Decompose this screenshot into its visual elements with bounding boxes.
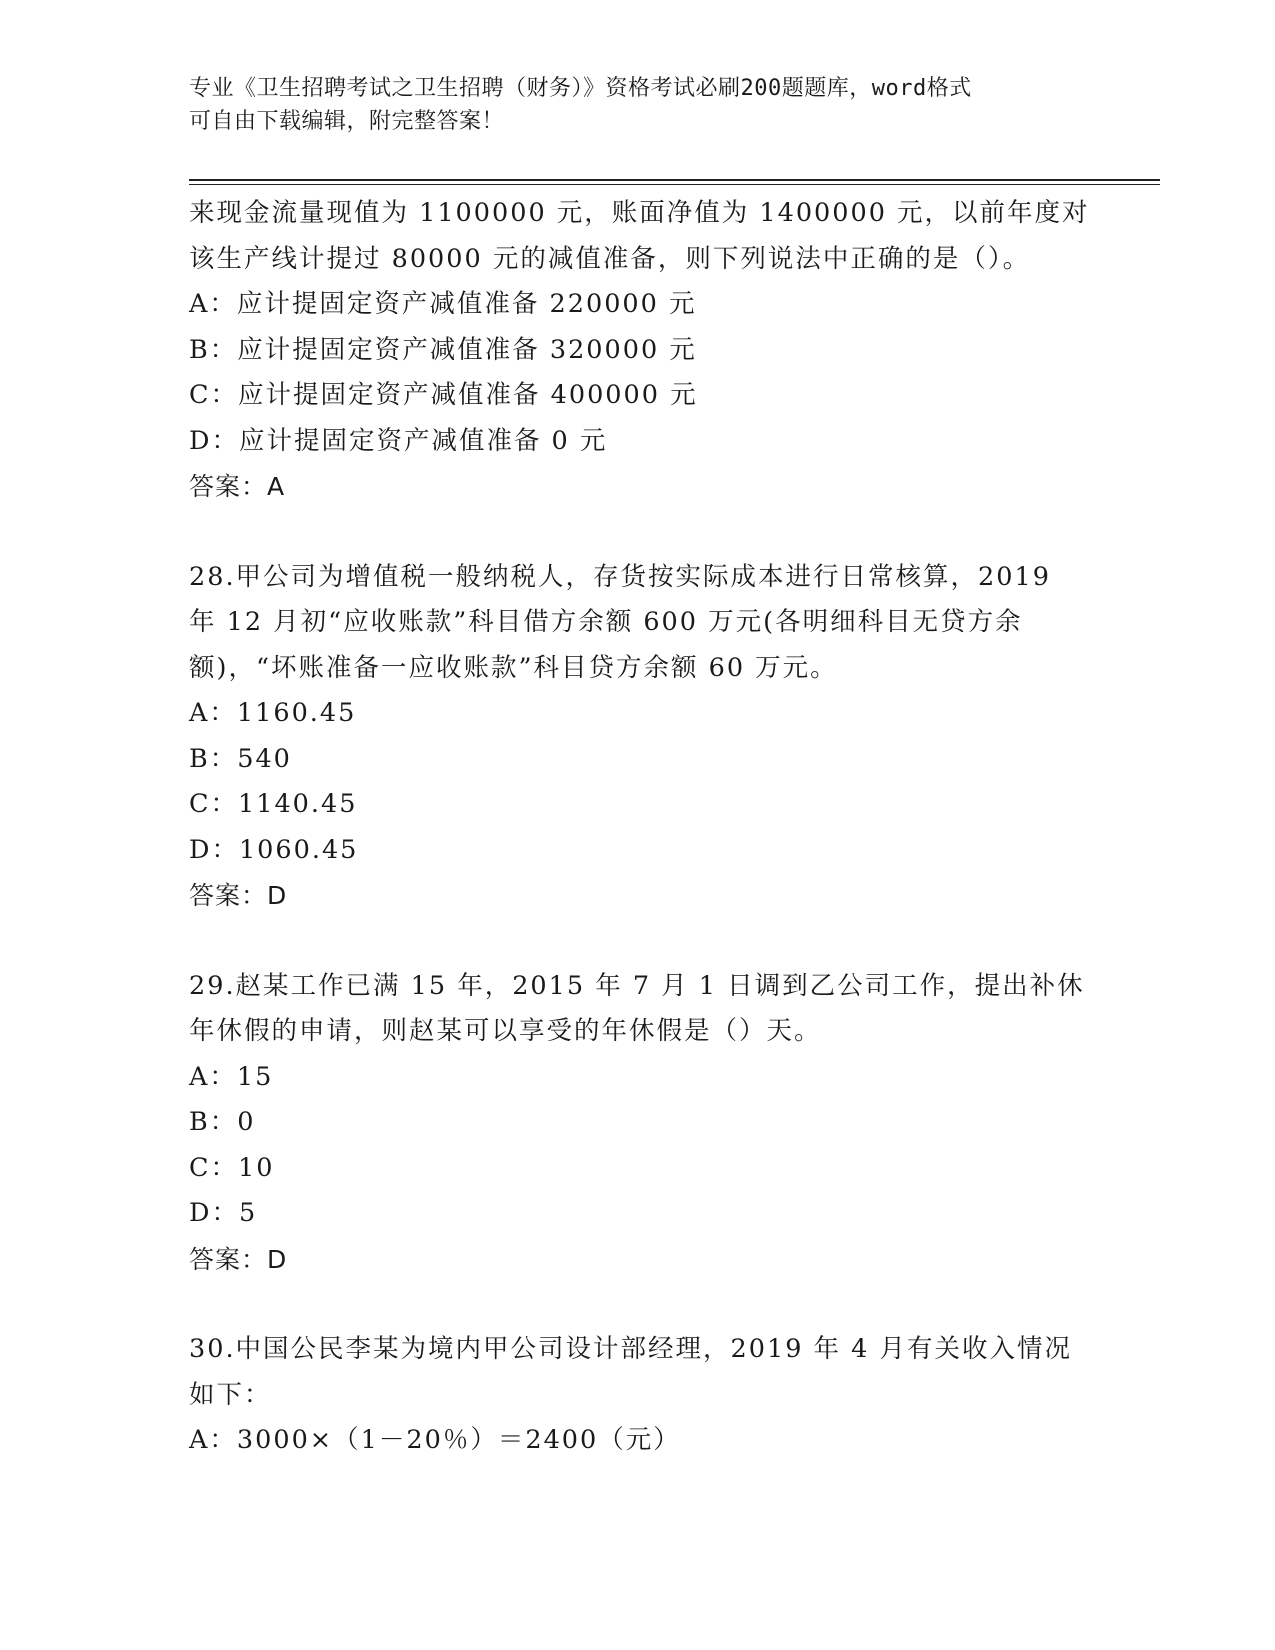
question-text-line: 29.赵某工作已满 15 年，2015 年 7 月 1 日调到乙公司工作，提出补休 (189, 970, 1085, 1001)
document-header (189, 72, 1089, 138)
option-d: D：应计提固定资产减值准备 0 元 (189, 425, 608, 456)
question-27-continuation (189, 191, 1089, 510)
option-b: B：应计提固定资产减值准备 320000 元 (189, 334, 697, 365)
option-a: A：1160.45 (189, 698, 357, 728)
option-d: D：5 (189, 1198, 258, 1228)
question-30 (189, 1327, 1089, 1464)
option-c: C：1140.45 (189, 789, 358, 819)
question-text-line: 年 12 月初“应收账款”科目借方余额 600 万元(各明细科目无贷方余 (189, 607, 1023, 637)
answer-line: 答案：A (189, 472, 286, 501)
option-c: C：应计提固定资产减值准备 400000 元 (189, 380, 698, 410)
option-b: B：540 (189, 743, 292, 774)
header-title-line-1: 专业《卫生招聘考试之卫生招聘（财务）》资格考试必刷200题题库，word格式 (189, 76, 972, 101)
question-29 (189, 964, 1089, 1283)
question-text-line: 来现金流量现值为 1100000 元，账面净值为 1400000 元，以前年度对 (189, 198, 1090, 228)
question-text-line: 年休假的申请，则赵某可以享受的年休假是（）天。 (189, 1016, 822, 1046)
question-text-line: 30.中国公民李某为境内甲公司设计部经理，2019 年 4 月有关收入情况 (189, 1334, 1072, 1364)
header-title-line-2: 可自由下载编辑，附完整答案！ (189, 109, 505, 134)
spacer (189, 510, 1089, 555)
option-d: D：1060.45 (189, 834, 359, 865)
option-b: B：0 (189, 1107, 256, 1137)
spacer (189, 919, 1089, 964)
option-a: A：应计提固定资产减值准备 220000 元 (189, 289, 697, 319)
answer-line: 答案：D (189, 881, 288, 910)
header-rule-thin (189, 184, 1160, 185)
option-a: A：15 (189, 1061, 274, 1092)
question-28 (189, 555, 1089, 919)
header-rule-thick (189, 179, 1160, 181)
answer-line: 答案：D (189, 1244, 288, 1274)
question-text-line: 28.甲公司为增值税一般纳税人，存货按实际成本进行日常核算，2019 (189, 561, 1051, 592)
question-text-line: 该生产线计提过 80000 元的减值准备，则下列说法中正确的是（）。 (189, 243, 1031, 274)
option-c: C：10 (189, 1152, 275, 1183)
question-text-line: 如下： (189, 1379, 272, 1410)
question-text-line: 额)，“坏账准备一应收账款”科目贷方余额 60 万元。 (189, 652, 838, 683)
spacer (189, 1282, 1089, 1327)
question-list (189, 191, 1089, 1464)
option-a: A：3000×（1－20％）＝2400（元） (189, 1425, 681, 1455)
